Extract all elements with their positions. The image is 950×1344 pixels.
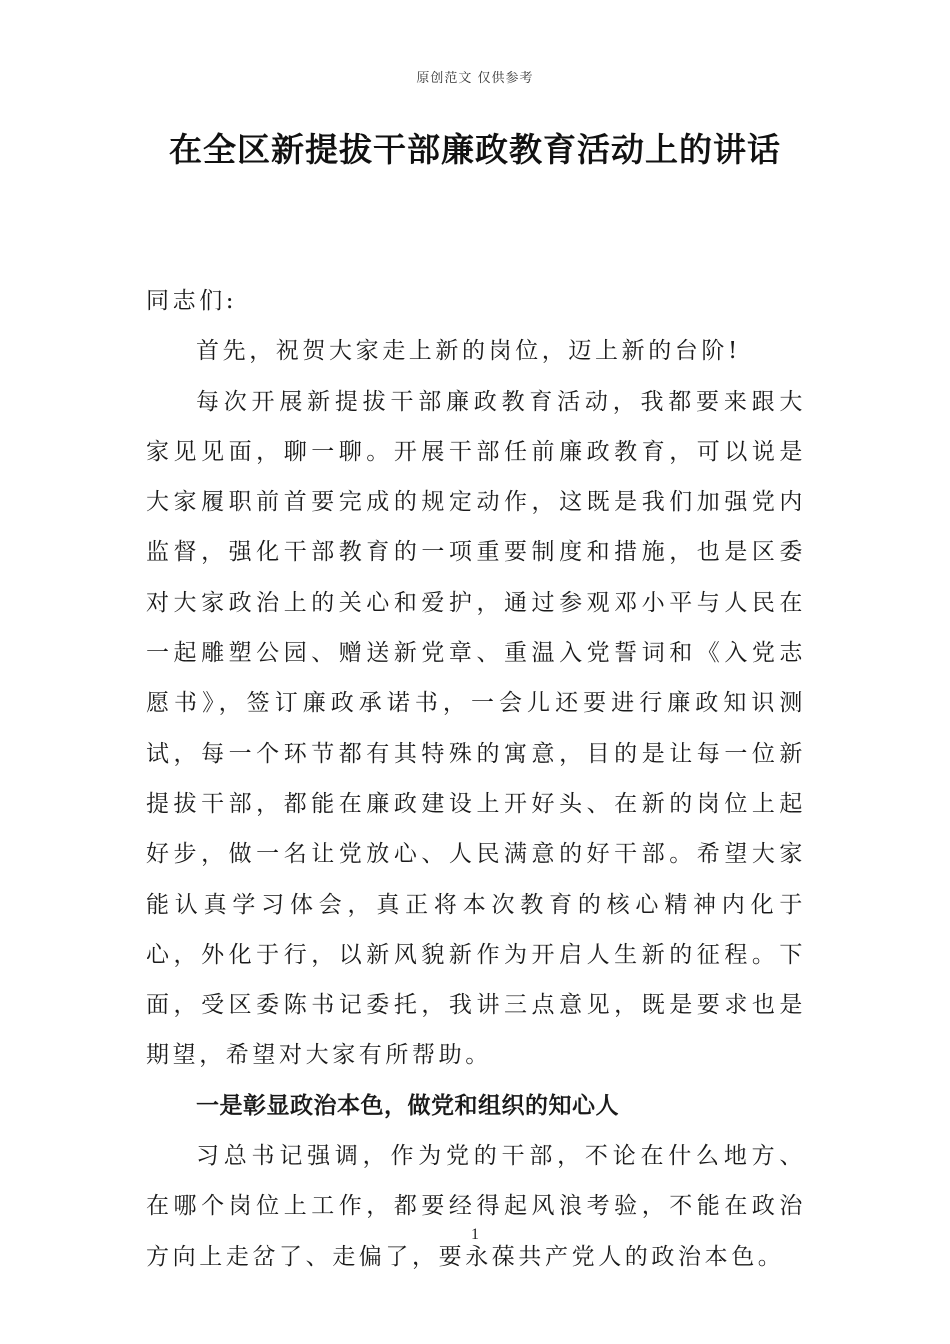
section-heading-1: 一是彰显政治本色，做党和组织的知心人: [196, 1092, 619, 1119]
salutation: 同志们:: [146, 288, 238, 314]
paragraph-section-1: 习总书记强调，作为党的干部，不论在什么地方、在哪个岗位上工作，都要经得起风浪考验，不能在政治方向上走岔了、走偏了，要永葆共产党人的政治本色。: [146, 1143, 806, 1270]
paragraph-congratulation: 首先，祝贺大家走上新的岗位，迈上新的台阶!: [196, 338, 741, 365]
paragraph-introduction: 每次开展新提拔干部廉政教育活动，我都要来跟大家见见面，聊一聊。开展干部任前廉政教育，可以说是大家履职前首要完成的规定动作，这既是我们加强党内监督，强化干部教育的一项重要制度和措施，也是区委对大家政治上的关心和爱护，通过参观邓小平与人民在一起雕塑公园、赠送新党章、重温入党誓词和《入党志愿书》，签订廉政承诺书，一会儿还要进行廉政知识测试，每一个环节都有其特殊的寓意，目的是让每一位新提拔干部，都能在廉政建设上开好头、在新的岗位上起好步，做一名让党放心、人民满意的好干部。希望大家能认真学习体会，真正将本次教育的核心精神内化于心，外化于行，以新风貌新作为开启人生新的征程。下面，受区委陈书记委托，我讲三点意见，既是要求也是期望，希望对大家有所帮助。: [146, 388, 806, 1069]
page-number: 1: [471, 1226, 479, 1243]
document-title: 在全区新提拔干部廉政教育活动上的讲话: [169, 130, 781, 169]
document-body: [146, 276, 806, 1282]
header-note: 原创范文 仅供参考: [416, 71, 534, 86]
